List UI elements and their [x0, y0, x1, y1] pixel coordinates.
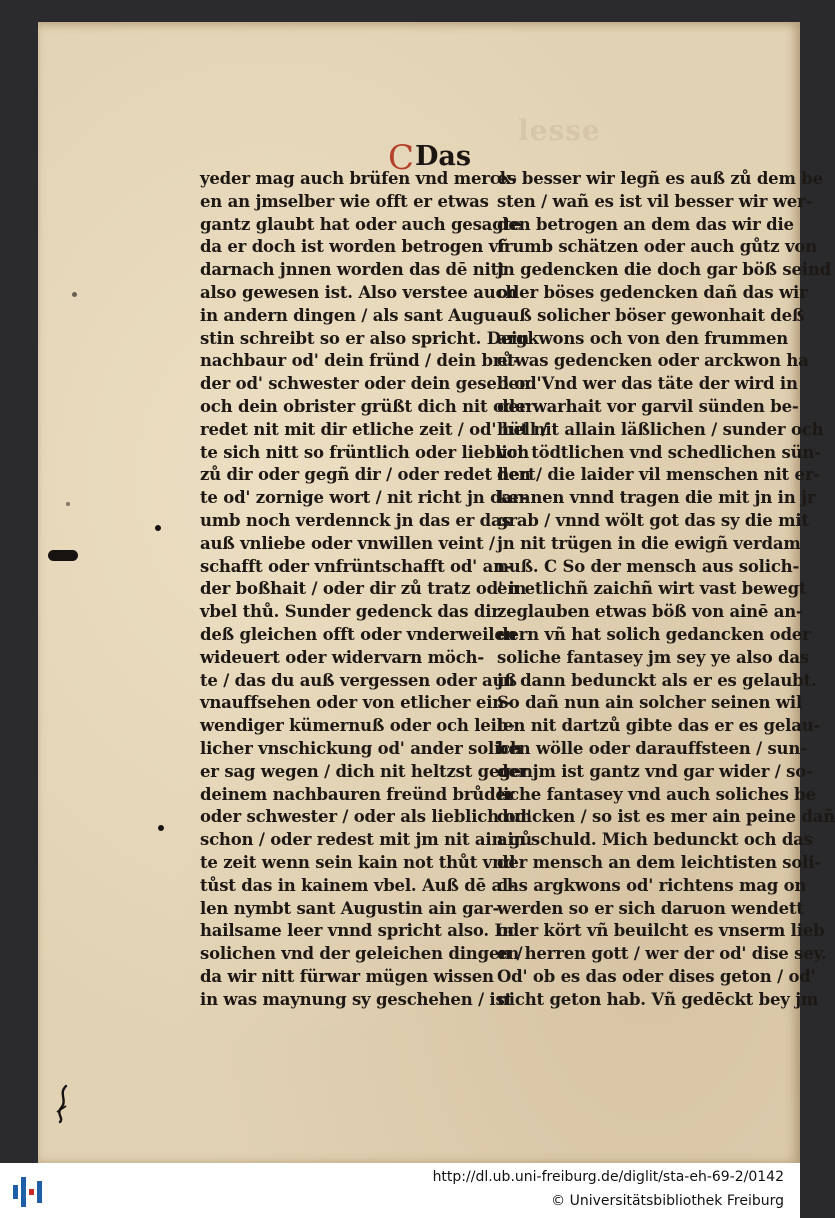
text-line: wideuert oder widervarn möch- [200, 647, 485, 667]
text-line: in andern dingen / als sant Augu- [200, 305, 503, 325]
text-line: der od' schwester oder dein gesell od' [200, 374, 542, 394]
text-line: sten / wañ es ist vil besser wir wer- [497, 191, 813, 211]
text-line: chs argkwons od' richtens mag on [497, 875, 807, 895]
text-line: da er doch ist worden betrogen vñ [200, 237, 510, 257]
text-line: zů dir oder gegñ dir / oder redet hert [200, 465, 536, 485]
text-line: hailsame leer vnnd spricht also. In [200, 921, 514, 941]
margin-squiggle-mark [54, 1084, 72, 1124]
margin-dot [155, 525, 161, 531]
copyright-notice: © Universitätsbibliothek Freiburg [551, 1193, 784, 1209]
manuscript-page [38, 22, 835, 1163]
text-line: wendiger kümernuß oder och leib- [200, 716, 515, 736]
text-line: nuß. C So der mensch aus solich- [497, 556, 800, 576]
text-line: nachbaur od' dein fründ / dein brů- [200, 351, 520, 371]
text-line: umb noch verdennck jn das er das [200, 510, 511, 530]
text-line: yeder mag auch brüfen vnd merck- [200, 169, 517, 188]
text-line: en an jmselber wie offt er etwas [200, 191, 489, 211]
text-line: deinem nachbauren freünd brůder [200, 784, 515, 804]
text-line: redet nit mit dir etliche zeit / od' hell / [200, 419, 548, 439]
text-line: oder kört vñ beuilcht es vnserm lieb [497, 921, 825, 941]
left-text-column [200, 168, 548, 1011]
text-line: hüt nit allain läßlichen / sunder och [497, 419, 824, 439]
text-line: werden so er sich daruon wendett [497, 898, 804, 918]
text-line: in was maynung sy geschehen / ist [200, 989, 513, 1009]
text-line: licher vnschickung od' ander solich [200, 738, 522, 758]
text-line: te zeit wenn sein kain not thůt vnd [200, 852, 516, 872]
text-line: nicht geton hab. Vñ gedēckt bey jm [497, 989, 819, 1009]
ub-freiburg-logo-icon [10, 1171, 50, 1211]
text-line: len nit dartzů gibte das er es gelau- [497, 716, 821, 736]
text-line: argkwons och von den frummen [497, 328, 789, 348]
text-line: vbel thů. Sunder gedenck das dir [200, 602, 500, 622]
text-line: So dañ nun ain solcher seinen wil [497, 693, 803, 713]
text-line: Od' ob es das oder dises geton / od' [497, 966, 816, 986]
text-line: der mensch an dem leichtisten soli- [497, 852, 821, 872]
text-line: schon / oder redest mit jm nit ain gů [200, 830, 532, 850]
text-line: vnauffsehen oder von etlicher ein- [200, 693, 511, 713]
right-text-column [497, 168, 835, 1011]
text-line: also gewesen ist. Also verstee auch [200, 282, 518, 302]
text-line: der boßhait / oder dir zů tratz od' in [200, 579, 527, 599]
text-line: te od' zornige wort / nit richt jn dar- [200, 488, 528, 508]
running-head-text: Das [415, 141, 472, 172]
text-line: oder schwester / oder als lieblich od' [200, 807, 532, 827]
text-line: den / die laider vil menschen nit er- [497, 465, 820, 485]
footer-bar [0, 1163, 800, 1218]
margin-dot [66, 502, 70, 506]
text-line: schafft oder vnfrüntschafft od' an- [200, 556, 512, 576]
text-line: frumb schätzen oder auch gůtz von [497, 237, 817, 257]
text-line: deß gleichen offt oder vnderweilen [200, 624, 517, 644]
bleed-through-heading: lesse [518, 114, 601, 147]
text-line: gantz glaubt hat oder auch gesagte [200, 214, 522, 234]
text-line: kennen vnnd tragen die mit jn in jr [497, 488, 816, 508]
text-line: len nymbt sant Augustin ain gar- [200, 898, 500, 918]
margin-ink-stroke [48, 550, 78, 561]
rubricated-initial: C [388, 138, 415, 178]
text-line: jn dann bedunckt als er es gelaubt. [497, 670, 817, 690]
text-line: der jm ist gantz vnd gar wider / so- [497, 761, 813, 781]
text-line: ben wölle oder darauffsteen / sun- [497, 738, 807, 758]
text-line: es besser wir legñ es auß zů dem be [497, 169, 823, 188]
margin-dot [158, 825, 164, 831]
margin-dot [72, 292, 77, 297]
text-line: zeglauben etwas böß von ainē an- [497, 602, 803, 622]
text-line: er sag wegen / dich nit heltzst gegen [200, 761, 533, 781]
document-url-link[interactable]: http://dl.ub.uni-freiburg.de/diglit/sta-eh-69-2/0142 [432, 1169, 784, 1185]
text-line: stin schreibt so er also spricht. Dein [200, 328, 529, 348]
text-line: solichen vnd der geleichen dingen / [200, 944, 523, 964]
text-line: etwas gedencken oder arckwon ha [497, 351, 809, 371]
text-line: der warhait vor garvil sünden be- [497, 396, 799, 416]
text-line: grab / vnnd wölt got das sy die mit [497, 510, 809, 530]
text-line: en etlichñ zaichñ wirt vast bewegt [497, 579, 807, 599]
text-line: oder böses gedencken dañ das wir [497, 282, 808, 302]
text-line: vor tödtlichen vnd schedlichen sün- [497, 442, 821, 462]
text-line: duncken / so ist es mer ain peine dañ [497, 807, 835, 827]
text-line: auß vnliebe oder vnwillen veint / [200, 533, 495, 553]
text-line: te sich nitt so früntlich oder lieblich [200, 442, 530, 462]
text-line: darnach jnnen worden das dē nitt [200, 260, 506, 280]
text-line: ben. Vnd wer das täte der wird in [497, 374, 798, 394]
text-line: da wir nitt fürwar mügen wissen [200, 966, 494, 986]
text-line: auß solicher böser gewonhait deß [497, 305, 805, 325]
text-line: och dein obrister grüßt dich nit oder [200, 396, 534, 416]
text-line: dern vñ hat solich gedancken oder [497, 624, 811, 644]
text-line: ain schuld. Mich bedunckt och das [497, 830, 813, 850]
text-line: jn nit trügen in die ewigñ verdam [497, 533, 801, 553]
text-line: tůst das in kainem vbel. Auß dē al- [200, 875, 515, 895]
text-line: te / das du auß vergessen oder auß [200, 670, 517, 690]
text-line: en herren gott / wer der od' dise sey. [497, 944, 827, 964]
text-line: soliche fantasey jm sey ye also das [497, 647, 809, 667]
text-line: jn gedencken die doch gar böß seind [497, 260, 831, 280]
text-line: liche fantasey vnd auch soliches be [497, 784, 816, 804]
text-line: den betrogen an dem das wir die [497, 214, 794, 234]
